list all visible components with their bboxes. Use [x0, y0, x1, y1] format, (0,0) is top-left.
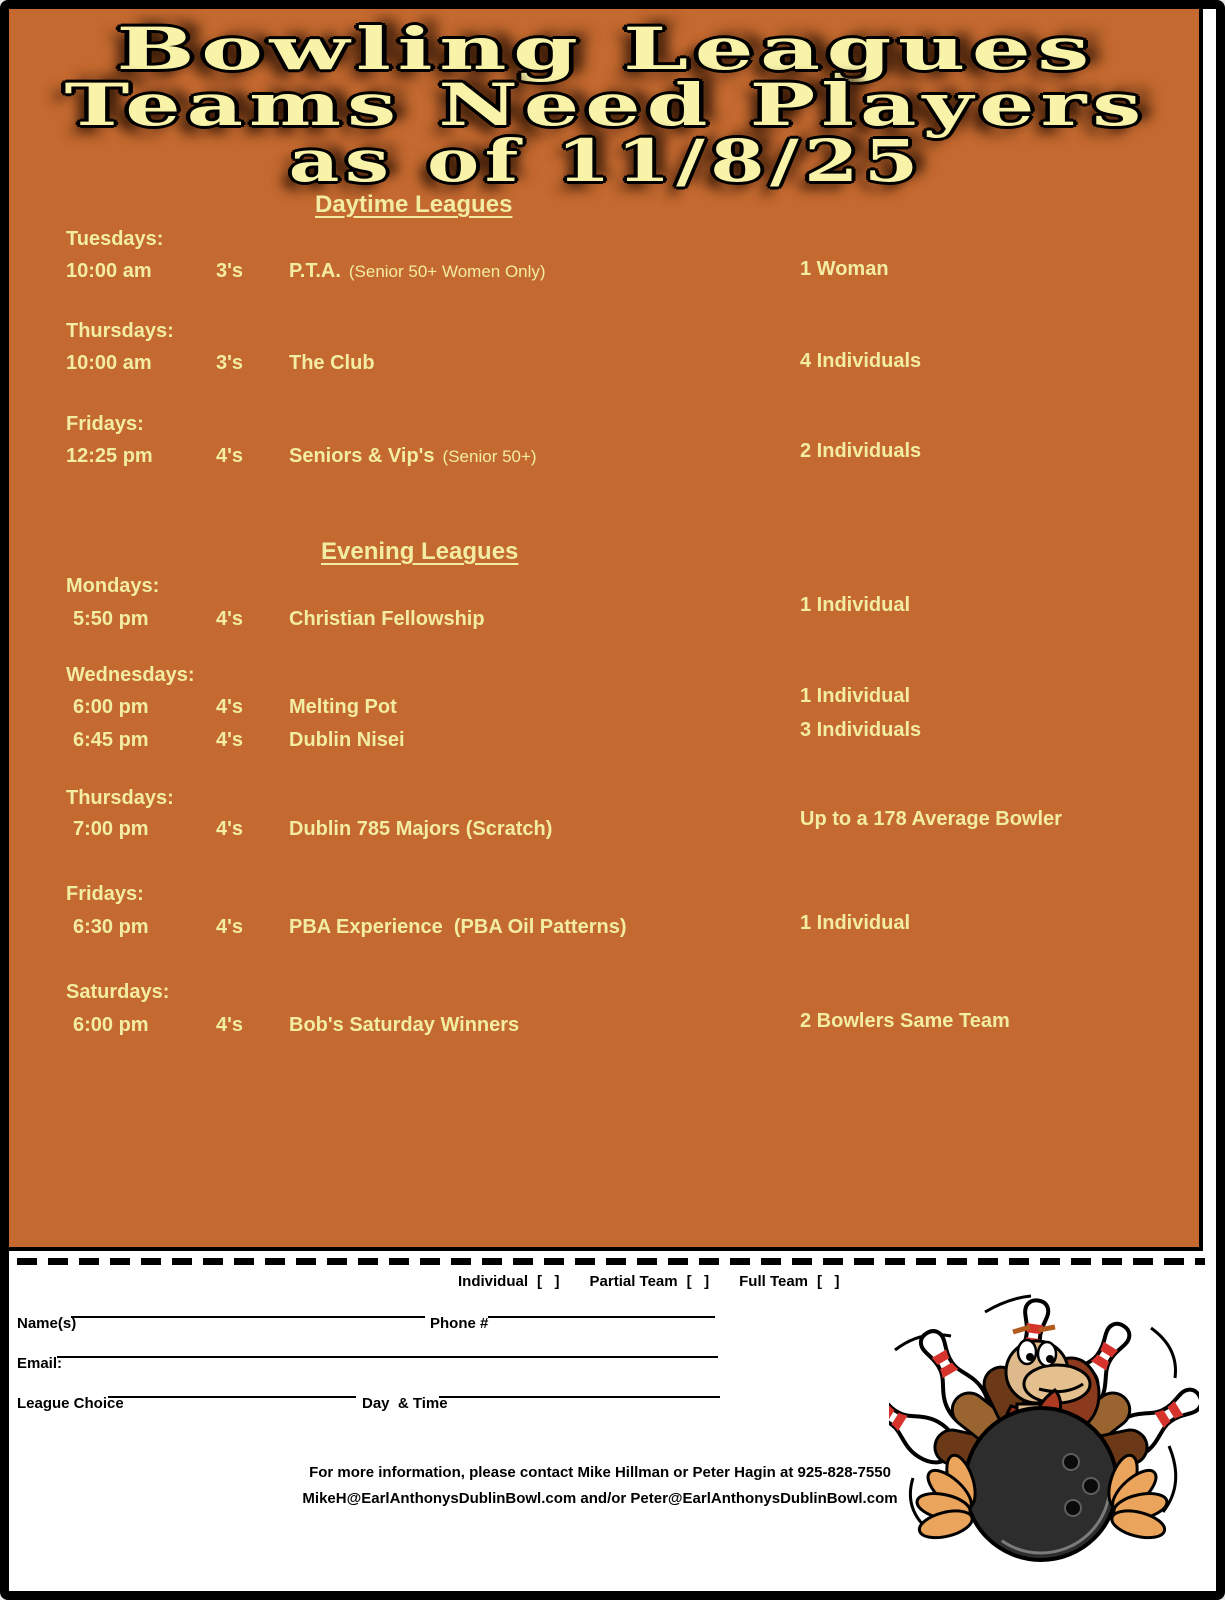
need-cell: 1 Individual [800, 912, 911, 934]
phone-fill-line [488, 1299, 715, 1318]
day-label: Thursdays: [66, 787, 174, 809]
format-cell: 4's [216, 1014, 244, 1036]
email-fill-line [57, 1339, 718, 1358]
league-name: Bob's Saturday Winners [289, 1014, 520, 1036]
individual-checkbox: [ ] [537, 1273, 560, 1290]
league-name: Seniors & Vip's [289, 445, 435, 467]
section-heading-daytime: Daytime Leagues [315, 191, 513, 218]
league-panel [9, 9, 1203, 1251]
option-partial-team: Partial Team [ ] [589, 1273, 710, 1290]
email-label: Email: [17, 1355, 63, 1372]
league-name: Christian Fellowship [289, 608, 485, 630]
phone-label: Phone # [430, 1315, 489, 1332]
time-cell: 6:30 pm [73, 916, 149, 938]
time-cell: 5:50 pm [73, 608, 149, 630]
format-cell: 4's [216, 445, 244, 467]
need-cell: 1 Individual [800, 685, 911, 707]
day-label: Wednesdays: [66, 664, 195, 686]
league-cell [289, 445, 537, 468]
cut-dashed-line [17, 1258, 1205, 1265]
need-cell: Up to a 178 Average Bowler [800, 808, 1062, 830]
league-name: P.T.A. [289, 260, 341, 282]
format-cell: 3's [216, 352, 244, 374]
flyer-title-line-2: Teams Need Players [64, 71, 1148, 139]
league-name: The Club [289, 352, 375, 374]
name-label: Name(s) [17, 1315, 77, 1332]
day-label: Mondays: [66, 575, 160, 597]
bowling-ball-icon [965, 1408, 1117, 1560]
time-cell: 7:00 pm [73, 818, 149, 840]
contact-info-line-1: For more information, please contact Mike Hillman or Peter Hagin at 925-828-7550 [309, 1464, 891, 1481]
format-cell: 4's [216, 916, 244, 938]
league-note: (Senior 50+ Women Only) [348, 262, 546, 281]
flyer-title-line-1: Bowling Leagues [116, 15, 1096, 83]
day-label: Saturdays: [66, 981, 170, 1003]
league-name: Melting Pot [289, 696, 397, 718]
league-name: PBA Experience (PBA Oil Patterns) [289, 916, 627, 938]
need-cell: 1 Woman [800, 258, 889, 280]
format-cell: 4's [216, 729, 244, 751]
day-label: Fridays: [66, 883, 144, 905]
section-heading-evening: Evening Leagues [321, 538, 519, 565]
day-label: Fridays: [66, 413, 144, 435]
league-choice-label: League Choice [17, 1395, 124, 1412]
format-cell: 4's [216, 608, 244, 630]
option-full-team: Full Team [ ] [739, 1273, 840, 1290]
time-cell: 10:00 am [66, 352, 152, 374]
option-individual: Individual [ ] [458, 1273, 560, 1290]
need-cell: 3 Individuals [800, 719, 922, 741]
format-cell: 4's [216, 696, 244, 718]
day-time-label: Day & Time [362, 1395, 448, 1412]
time-cell: 6:45 pm [73, 729, 149, 751]
league-choice-fill-line [108, 1379, 356, 1398]
contact-info-line-2: MikeH@EarlAnthonysDublinBowl.com and/or Peter@EarlAnthonysDublinBowl.com [302, 1490, 898, 1507]
day-label: Thursdays: [66, 320, 174, 342]
need-cell: 2 Individuals [800, 440, 922, 462]
partial-team-checkbox: [ ] [686, 1273, 710, 1290]
time-cell: 10:00 am [66, 260, 152, 282]
format-cell: 3's [216, 260, 244, 282]
format-cell: 4's [216, 818, 244, 840]
flyer-title-line-3: as of 11/8/25 [288, 127, 924, 195]
need-cell: 1 Individual [800, 594, 911, 616]
full-team-checkbox: [ ] [817, 1273, 840, 1290]
day-label: Tuesdays: [66, 228, 164, 250]
league-name: Dublin 785 Majors (Scratch) [289, 818, 553, 840]
time-cell: 6:00 pm [73, 696, 149, 718]
time-cell: 12:25 pm [66, 445, 153, 467]
day-time-fill-line [439, 1379, 720, 1398]
name-fill-line [71, 1299, 425, 1318]
need-cell: 2 Bowlers Same Team [800, 1010, 1010, 1032]
time-cell: 6:00 pm [73, 1014, 149, 1036]
league-cell [289, 260, 546, 283]
team-type-options [458, 1273, 840, 1290]
turkey-bowling-image [889, 1294, 1199, 1564]
league-name: Dublin Nisei [289, 729, 405, 751]
league-note: (Senior 50+) [442, 447, 537, 466]
need-cell: 4 Individuals [800, 350, 922, 372]
